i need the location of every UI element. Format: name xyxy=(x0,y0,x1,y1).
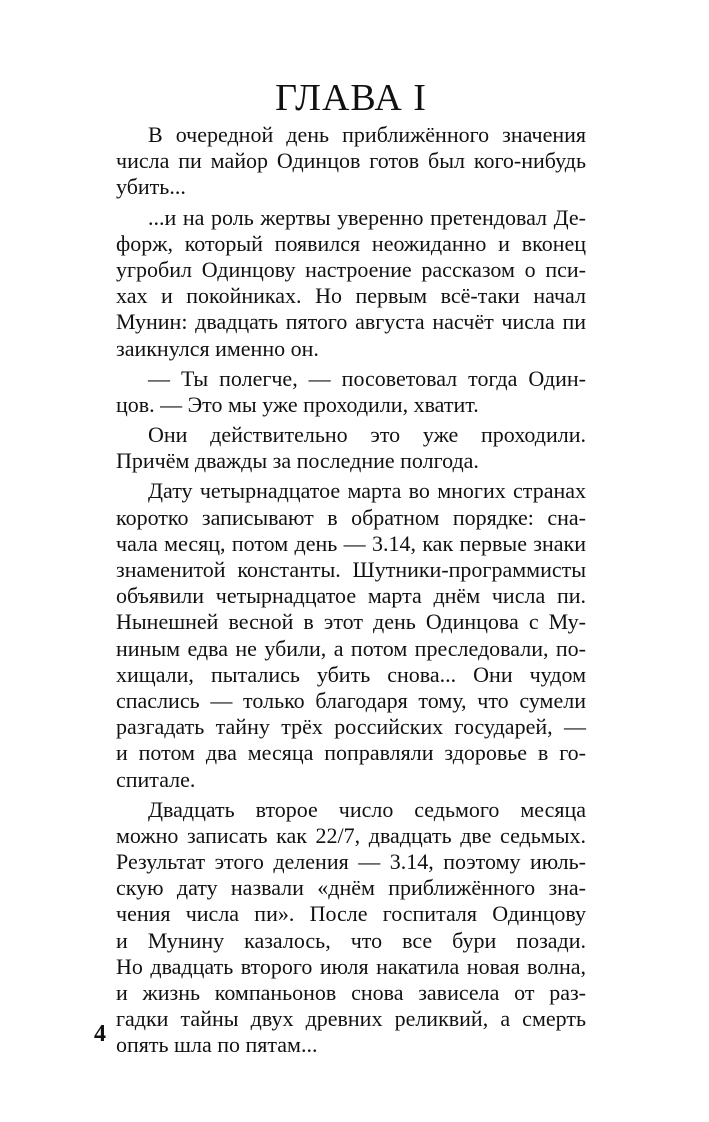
text-line: чала месяц, потом день — 3.14, как первые знаки xyxy=(116,530,586,556)
text-line: гадки тайны двух древних реликвий, а смерть xyxy=(116,1006,586,1032)
text-line: числа пи майор Одинцов готов был кого-нибудь xyxy=(116,148,586,174)
text-line: Нынешней весной в этот день Одинцова с Му- xyxy=(116,609,586,635)
text-line: ...и на роль жертвы уверенно претендовал Де- xyxy=(148,204,586,230)
text-line: коротко записывают в обратном порядке: сна- xyxy=(116,504,586,530)
text-line: и жизнь компаньонов снова зависела от раз- xyxy=(116,980,586,1005)
paragraph xyxy=(116,478,586,792)
text-line: цов. — Это мы уже проходили, хватит. xyxy=(116,391,479,417)
text-line: и потом два месяца поправляли здоровье в го- xyxy=(116,740,586,766)
text-line: Но двадцать второго июля накатила новая волна, xyxy=(116,953,586,979)
text-line: ниным едва не убили, а потом преследовали, по- xyxy=(116,635,586,661)
text-line: форж, который появился неожиданно и вконец xyxy=(116,230,586,256)
text-line: Двадцать второе число седьмого месяца xyxy=(148,796,586,822)
paragraph xyxy=(116,422,586,474)
text-line: объявили четырнадцатое марта днём числа пи. xyxy=(116,583,586,609)
text-line: — Ты полегче, — посоветовал тогда Один- xyxy=(148,365,586,391)
paragraph xyxy=(116,205,586,362)
text-line: Результат этого деления — 3.14, поэтому июль- xyxy=(116,849,586,875)
text-line: разгадать тайну трёх российских государей, — xyxy=(116,714,586,740)
paragraph xyxy=(116,366,586,418)
text-line: убить... xyxy=(116,174,186,200)
text-line: хах и покойниках. Но первым всё-таки начал xyxy=(116,283,586,309)
chapter-title: ГЛАВА I xyxy=(275,77,427,119)
text-line: чения числа пи». После госпиталя Одинцову xyxy=(116,901,586,927)
text-line: знаменитой константы. Шутники-программисты xyxy=(116,557,586,582)
text-line: и Мунину казалось, что все бури позади. xyxy=(116,927,586,953)
text-line: заикнулся именно он. xyxy=(116,335,319,361)
text-line: Причём дважды за последние полгода. xyxy=(116,448,479,474)
text-line: Мунин: двадцать пятого августа насчёт числа пи xyxy=(116,309,586,335)
text-line: спаслись — только благодаря тому, что сумели xyxy=(116,687,586,713)
text-line: угробил Одинцову настроение рассказом о пси- xyxy=(116,256,586,282)
paragraph xyxy=(116,122,586,201)
text-line: хищали, пытались убить снова... Они чудом xyxy=(116,661,586,687)
paragraph xyxy=(116,797,586,1059)
text-line: В очередной день приближённого значения xyxy=(148,122,586,147)
text-line: Дату четырнадцатое марта во многих странах xyxy=(148,478,586,504)
chapter-text xyxy=(116,122,586,1059)
text-line: скую дату назвали «днём приближённого зна- xyxy=(116,875,586,901)
text-line: спитале. xyxy=(116,766,196,792)
text-line: можно записать как 22/7, двадцать две седьмых. xyxy=(116,822,586,848)
page-number: 4 xyxy=(94,1021,106,1047)
text-line: Они действительно это уже проходили. xyxy=(148,422,586,448)
text-line: опять шла по пятам... xyxy=(116,1032,318,1058)
